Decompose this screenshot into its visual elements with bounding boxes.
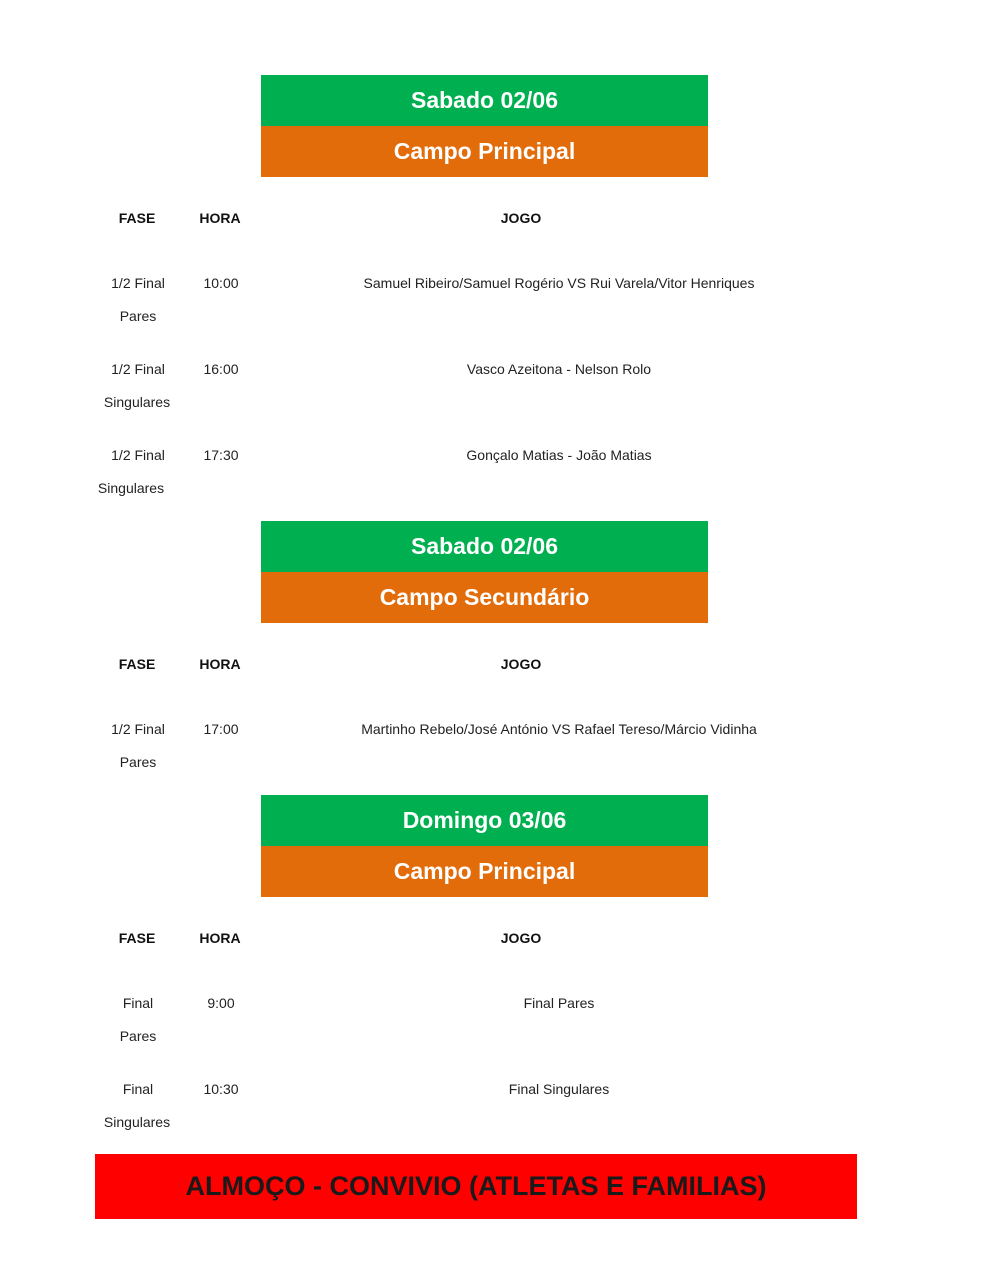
header-jogo: JOGO: [500, 930, 542, 946]
field-title: Campo Secundário: [261, 572, 708, 623]
section-2-banner: [261, 521, 708, 623]
row-fase-line2: Singulares: [97, 480, 165, 496]
day-title: Sabado 02/06: [261, 521, 708, 572]
row-hora: 10:30: [203, 1081, 239, 1097]
row-hora: 16:00: [203, 361, 239, 377]
header-fase: FASE: [118, 656, 156, 672]
header-jogo: JOGO: [500, 210, 542, 226]
row-hora: 10:00: [203, 275, 239, 291]
row-jogo: Martinho Rebelo/José António VS Rafael Tereso/Márcio Vidinha: [361, 721, 757, 737]
header-jogo: JOGO: [500, 656, 542, 672]
row-fase-line2: Pares: [119, 754, 157, 770]
row-jogo: Gonçalo Matias - João Matias: [466, 447, 652, 463]
row-hora: 17:30: [203, 447, 239, 463]
row-fase-line1: 1/2 Final: [111, 361, 165, 377]
row-fase-line2: Singulares: [103, 394, 171, 410]
row-hora: 9:00: [207, 995, 235, 1011]
row-fase-line2: Singulares: [103, 1114, 171, 1130]
row-hora: 17:00: [203, 721, 239, 737]
row-fase-line1: 1/2 Final: [111, 275, 165, 291]
day-title: Sabado 02/06: [261, 75, 708, 126]
row-fase-line1: Final: [122, 995, 154, 1011]
row-fase-line2: Pares: [119, 1028, 157, 1044]
header-fase: FASE: [118, 930, 156, 946]
row-fase-line1: Final: [122, 1081, 154, 1097]
header-hora: HORA: [199, 210, 241, 226]
header-fase: FASE: [118, 210, 156, 226]
field-title: Campo Principal: [261, 846, 708, 897]
lunch-banner: ALMOÇO - CONVIVIO (ATLETAS E FAMILIAS): [95, 1154, 857, 1219]
section-1-banner: [261, 75, 708, 177]
row-jogo: Final Pares: [523, 995, 595, 1011]
header-hora: HORA: [199, 930, 241, 946]
row-jogo: Vasco Azeitona - Nelson Rolo: [466, 361, 652, 377]
row-fase-line2: Pares: [119, 308, 157, 324]
day-title: Domingo 03/06: [261, 795, 708, 846]
row-jogo: Samuel Ribeiro/Samuel Rogério VS Rui Varela/Vitor Henriques: [363, 275, 755, 291]
row-fase-line1: 1/2 Final: [111, 721, 165, 737]
field-title: Campo Principal: [261, 126, 708, 177]
section-3-banner: [261, 795, 708, 897]
row-fase-line1: 1/2 Final: [111, 447, 165, 463]
header-hora: HORA: [199, 656, 241, 672]
row-jogo: Final Singulares: [508, 1081, 610, 1097]
